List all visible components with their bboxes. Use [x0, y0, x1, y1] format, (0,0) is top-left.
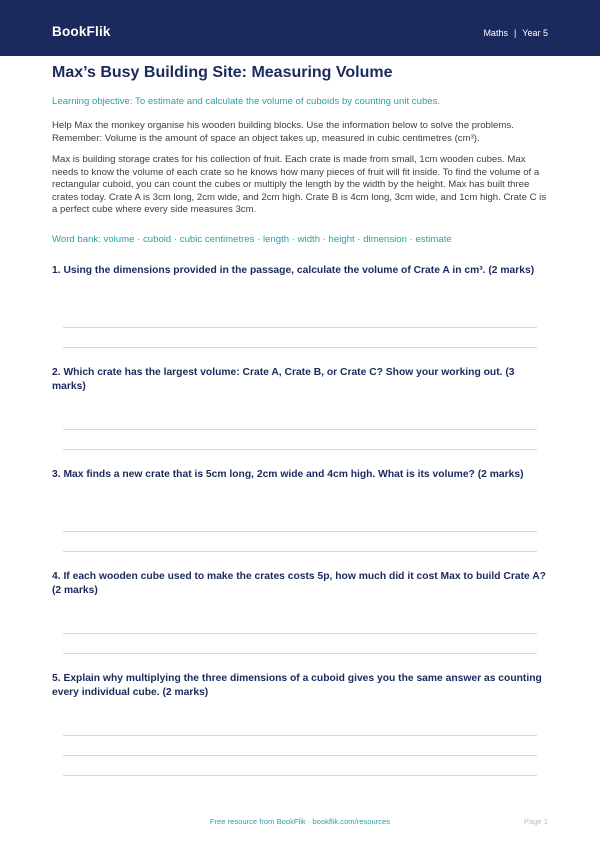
answer-line[interactable] [63, 653, 537, 654]
header-meta [483, 28, 548, 38]
answer-line[interactable] [63, 551, 537, 552]
answer-line[interactable] [63, 633, 537, 634]
answer-line[interactable] [63, 327, 537, 328]
header-separator: | [513, 28, 517, 38]
answer-line[interactable] [63, 531, 537, 532]
question-3: 3. Max finds a new crate that is 5cm long, 2cm wide and 4cm high. What is its volume? (2 marks) [52, 469, 524, 480]
page-title: Max’s Busy Building Site: Measuring Volume [52, 64, 393, 81]
footer-text: Free resource from BookFlik · bookflik.com/resources [209, 817, 391, 826]
page-number: Page 1 [523, 817, 548, 826]
answer-line[interactable] [63, 735, 537, 736]
answer-line[interactable] [63, 449, 537, 450]
year-label: Year 5 [522, 28, 548, 38]
question-4: 4. If each wooden cube used to make the crates costs 5p, how much did it cost Max to build Crate A? (2 marks) [52, 571, 546, 597]
passage-paragraph: Max is building storage crates for his collection of fruit. Each crate is made from small, 1cm wooden cubes. Max needs to know the volume of each crate so he knows how many pieces of fruit will fit inside. To find the volume of a rectangular cuboid, you can count the cubes or multiply the length by the width by the height. Max has built three crates today. Crate A is 3cm long, 2cm wide, and 2cm high. Crate B is 4cm long, 3cm wide, and 1cm high. Crate C is a perfect cube where every side measures 3cm. [52, 154, 547, 216]
answer-line[interactable] [63, 755, 537, 756]
question-2: 2. Which crate has the largest volume: Crate A, Crate B, or Crate C? Show your working out. (3 marks) [52, 367, 515, 393]
subject-label: Maths [483, 28, 508, 38]
question-1: 1. Using the dimensions provided in the passage, calculate the volume of Crate A in cm³. (2 marks) [52, 265, 535, 276]
intro-paragraph: Help Max the monkey organise his wooden building blocks. Use the information below to solve the problems. Remember: Volume is the amount of space an object takes up, measured in cubic centimetres (cm³). [52, 120, 514, 144]
word-bank: Word bank: volume · cuboid · cubic centimetres · length · width · height · dimension · estimate [52, 234, 452, 245]
brand-logo: BookFlik [52, 24, 111, 39]
question-5: 5. Explain why multiplying the three dimensions of a cuboid gives you the same answer as counting every individual cube. (2 marks) [52, 673, 542, 699]
page-header [0, 0, 600, 56]
answer-line[interactable] [63, 429, 537, 430]
answer-line[interactable] [63, 347, 537, 348]
answer-line[interactable] [63, 775, 537, 776]
learning-objective: Learning objective: To estimate and calculate the volume of cuboids by counting unit cubes. [52, 96, 441, 107]
